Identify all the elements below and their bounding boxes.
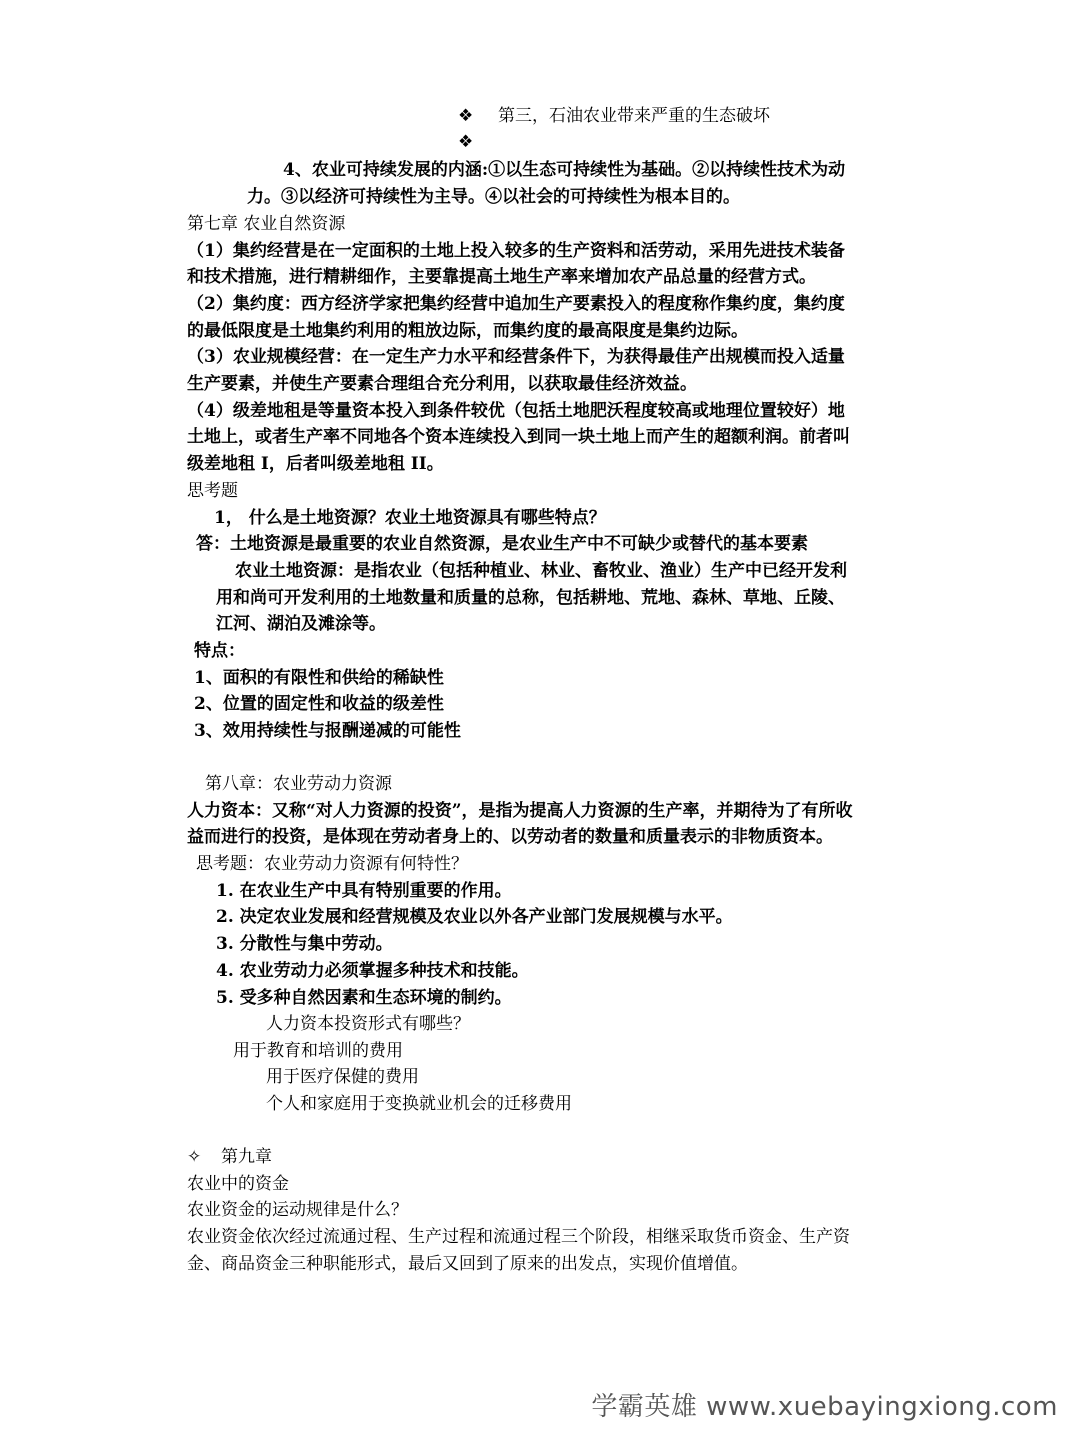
site-watermark: 学霸英雄 www.xuebayingxiong.com	[591, 1392, 1058, 1422]
answer-1-line3: 用和尚可开发利用的土地数量和质量的总称，包括耕地、荒地、森林、草地、丘陵、	[216, 588, 845, 608]
chapter9-answer-line2: 金、商品资金三种职能形式，最后又回到了原来的出发点，实现价值增值。	[187, 1254, 748, 1274]
chapter7-title: 第七章 农业自然资源	[187, 214, 346, 234]
trait-item: 4. 农业劳动力必须掌握多种技术和技能。	[216, 961, 529, 981]
answer-1-line2: 农业土地资源：是指农业（包括种植业、林业、畜牧业、渔业）生产中已经开发利	[235, 561, 847, 581]
bullet-line-third	[458, 103, 770, 129]
chapter8-title: 第八章：农业劳动力资源	[205, 774, 392, 794]
trait-item: 2. 决定农业发展和经营规模及农业以外各产业部门发展规模与水平。	[216, 907, 733, 927]
diamond-bullet-icon: ❖	[458, 132, 474, 152]
feature-item: 1、面积的有限性和供给的稀缺性	[194, 668, 444, 688]
human-capital-line2: 益而进行的投资，是体现在劳动者身上的、以劳动者的数量和质量表示的非物质资本。	[187, 827, 833, 847]
invest-item-health: 用于医疗保健的费用	[266, 1067, 419, 1087]
invest-item-migration: 个人和家庭用于变换就业机会的迁移费用	[266, 1094, 572, 1114]
def4-line1: （4）级差地租是等量资本投入到条件较优（包括土地肥沃程度较高或地理位置较好）地	[187, 401, 845, 421]
chapter9-title: 第九章	[221, 1147, 272, 1167]
def2-line1: （2）集约度：西方经济学家把集约经营中追加生产要素投入的程度称作集约度，集约度	[187, 294, 845, 314]
def4-line3: 级差地租 I，后者叫级差地租 II。	[187, 454, 444, 474]
question-1: 1， 什么是土地资源？农业土地资源具有哪些特点？	[214, 508, 606, 528]
chapter9-answer-line1: 农业资金依次经过流通过程、生产过程和流通过程三个阶段，相继采取货币资金、生产资	[187, 1227, 850, 1247]
invest-item-education: 用于教育和培训的费用	[233, 1041, 403, 1061]
def1-line2: 和技术措施，进行精耕细作，主要靠提高土地生产率来增加农产品总量的经营方式。	[187, 267, 816, 287]
def4-line2: 土地上，或者生产率不同地各个资本连续投入到同一块土地上而产生的超额利润。前者叫	[187, 427, 850, 447]
human-capital-line1: 人力资本：又称“对人力资源的投资”，是指为提高人力资源的生产率，并期待为了有所收	[187, 801, 853, 821]
feature-item: 3、效用持续性与报酬递减的可能性	[194, 721, 461, 741]
point4-line1: 4、农业可持续发展的内涵:①以生态可持续性为基础。②以持续性技术为动	[283, 160, 846, 180]
point4-line2: 力。③以经济可持续性为主导。④以社会的可持续性为根本目的。	[247, 187, 740, 207]
trait-item: 5. 受多种自然因素和生态环境的制约。	[216, 988, 512, 1008]
chapter9-question: 农业资金的运动规律是什么？	[187, 1200, 408, 1220]
features-title: 特点：	[194, 641, 245, 661]
def3-line1: （3）农业规模经营：在一定生产力水平和经营条件下，为获得最佳产出规模而投入适量	[187, 347, 845, 367]
bullet-line-empty	[458, 129, 498, 155]
star-bullet-icon: ✧	[187, 1147, 202, 1167]
def3-line2: 生产要素，并使生产要素合理组合充分利用，以获取最佳经济效益。	[187, 374, 697, 394]
invest-question: 人力资本投资形式有哪些？	[266, 1014, 470, 1034]
trait-item: 1. 在农业生产中具有特别重要的作用。	[216, 881, 512, 901]
chapter8-question: 思考题：农业劳动力资源有何特性？	[196, 854, 468, 874]
bullet-text: 第三，石油农业带来严重的生态破坏	[498, 106, 770, 126]
chapter9-title-line	[187, 1144, 272, 1170]
answer-1-line1: 答：土地资源是最重要的农业自然资源，是农业生产中不可缺少或替代的基本要素	[196, 534, 808, 554]
feature-item: 2、位置的固定性和收益的级差性	[194, 694, 444, 714]
think-title: 思考题	[187, 481, 238, 501]
chapter9-subtitle: 农业中的资金	[187, 1174, 289, 1194]
def2-line2: 的最低限度是土地集约利用的粗放边际，而集约度的最高限度是集约边际。	[187, 321, 748, 341]
diamond-bullet-icon: ❖	[458, 106, 474, 126]
trait-item: 3. 分散性与集中劳动。	[216, 934, 393, 954]
def1-line1: （1）集约经营是在一定面积的土地上投入较多的生产资料和活劳动，采用先进技术装备	[187, 241, 845, 261]
answer-1-line4: 江河、湖泊及滩涂等。	[216, 614, 386, 634]
